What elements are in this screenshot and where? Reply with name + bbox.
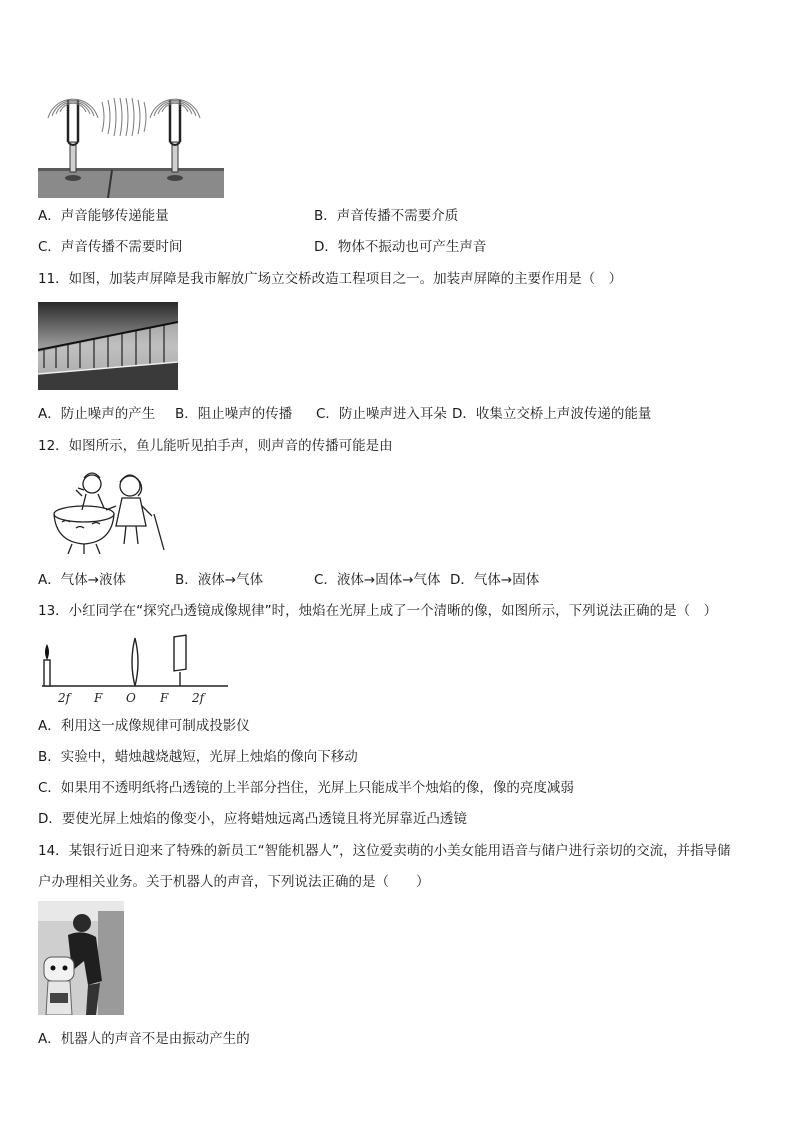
q11-option-a[interactable]: A．防止噪声的产生	[38, 406, 156, 422]
q12-option-b[interactable]: B．液体→气体	[175, 572, 264, 588]
q10-option-c[interactable]: C．声音传播不需要时间	[38, 239, 183, 255]
axis-label-2f-left: 2f	[58, 691, 71, 705]
q14-option-a[interactable]: A．机器人的声音不是由振动产生的	[38, 1031, 250, 1047]
q13-stem: 13．小红同学在“探究凸透镜成像规律”时，烛焰在光屏上成了一个清晰的像，如图所示，下列说法正确的是（ ）	[38, 603, 718, 619]
q11-option-c[interactable]: C．防止噪声进入耳朵	[316, 406, 447, 422]
q10-option-d[interactable]: D．物体不振动也可产生声音	[314, 239, 487, 255]
axis-label-f-left: F	[94, 691, 103, 705]
q11-stem: 11．如图，加装声屏障是我市解放广场立交桥改造工程项目之一。加装声屏障的主要作用是（ ）	[38, 271, 623, 287]
q13-option-c[interactable]: C．如果用不透明纸将凸透镜的上半部分挡住，光屏上只能成半个烛焰的像，像的亮度减弱	[38, 780, 574, 796]
q13-option-a[interactable]: A．利用这一成像规律可制成投影仪	[38, 718, 250, 734]
axis-label-2f-right: 2f	[192, 691, 205, 705]
q14-stem-line2: 户办理相关业务。关于机器人的声音，下列说法正确的是（ ）	[38, 874, 430, 890]
q12-option-c[interactable]: C．液体→固体→气体	[314, 572, 441, 588]
q10-option-b[interactable]: B．声音传播不需要介质	[314, 208, 459, 224]
q12-stem: 12．如图所示，鱼儿能听见拍手声，则声音的传播可能是由	[38, 438, 393, 454]
fish-bowl-children-figure	[42, 466, 166, 558]
robot-bank-photo	[38, 901, 124, 1015]
q13-option-b[interactable]: B．实验中，蜡烛越烧越短，光屏上烛焰的像向下移动	[38, 749, 358, 765]
q11-option-b[interactable]: B．阻止噪声的传播	[175, 406, 293, 422]
q12-option-d[interactable]: D．气体→固体	[450, 572, 540, 588]
q12-option-a[interactable]: A．气体→液体	[38, 572, 127, 588]
q10-option-a[interactable]: A．声音能够传递能量	[38, 208, 169, 224]
q14-stem-line1: 14．某银行近日迎来了特殊的新员工“智能机器人”，这位爱卖萌的小美女能用语音与储户进行亲切的交流，并指导储	[38, 843, 731, 859]
tuning-fork-figure	[38, 82, 224, 198]
axis-label-f-right: F	[160, 691, 169, 705]
q13-option-d[interactable]: D．要使光屏上烛焰的像变小，应将蜡烛远离凸透镜且将光屏靠近凸透镜	[38, 811, 467, 827]
q11-option-d[interactable]: D．收集立交桥上声波传递的能量	[452, 406, 652, 422]
axis-label-o: O	[126, 691, 136, 705]
convex-lens-diagram	[38, 628, 232, 708]
sound-barrier-photo	[38, 302, 178, 390]
